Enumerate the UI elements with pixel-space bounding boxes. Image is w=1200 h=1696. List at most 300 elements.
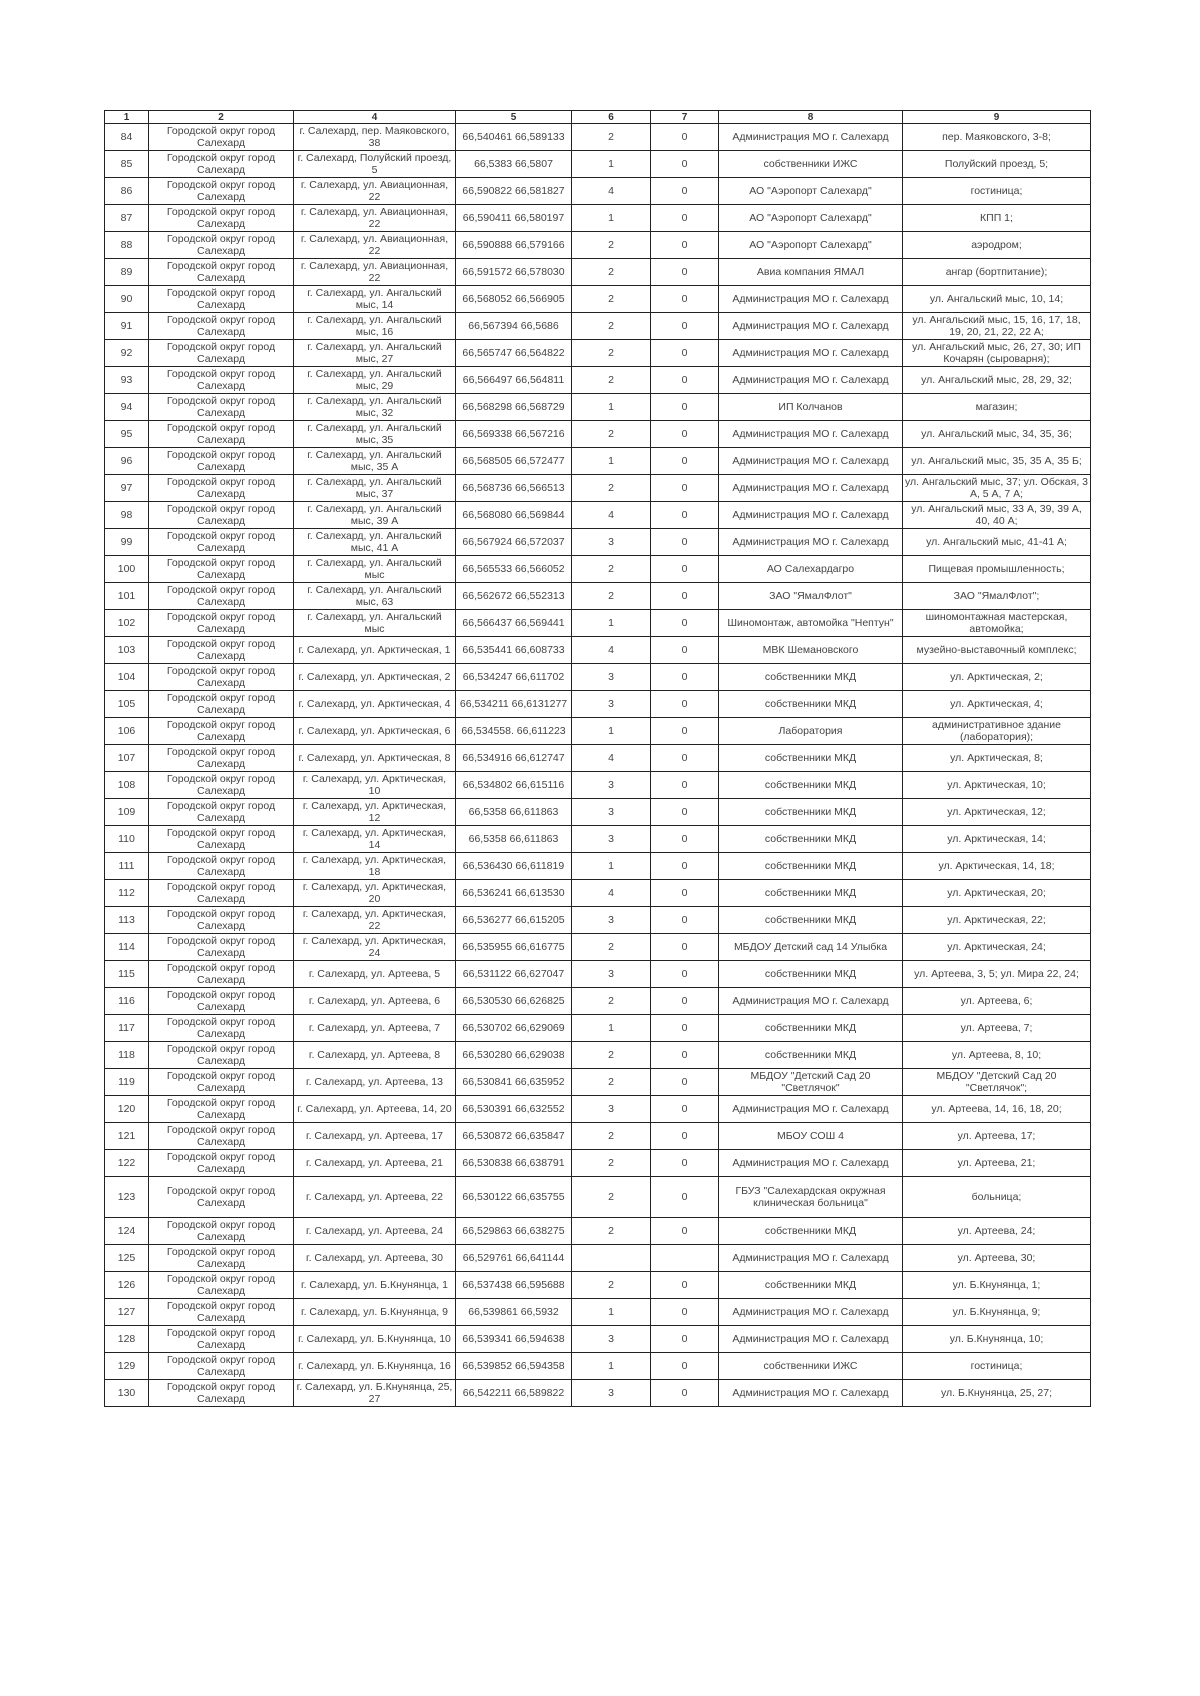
municipality-cell: Городской округ город Салехард: [149, 826, 294, 853]
municipality-cell: Городской округ город Салехард: [149, 178, 294, 205]
row-number-cell: 117: [105, 1015, 149, 1042]
municipality-cell: Городской округ город Салехард: [149, 1353, 294, 1380]
count-col7-cell: 0: [651, 718, 719, 745]
count-col6-cell: 3: [572, 961, 651, 988]
owner-cell: Администрация МО г. Салехард: [719, 529, 903, 556]
count-col7-cell: 0: [651, 151, 719, 178]
count-col7-cell: 0: [651, 1272, 719, 1299]
served-objects-cell: ул. Ангальский мыс, 34, 35, 36;: [903, 421, 1091, 448]
municipality-cell: Городской округ город Салехард: [149, 745, 294, 772]
address-cell: г. Салехард, ул. Арктическая, 8: [294, 745, 456, 772]
address-cell: г. Салехард, ул. Б.Кнунянца, 10: [294, 1326, 456, 1353]
coordinates-cell: 66,529761 66,641144: [456, 1245, 572, 1272]
table-body: [105, 124, 1091, 1407]
owner-cell: Авиа компания ЯМАЛ: [719, 259, 903, 286]
count-col7-cell: 0: [651, 394, 719, 421]
address-cell: г. Салехард, пер. Маяковского, 38: [294, 124, 456, 151]
row-number-cell: 123: [105, 1177, 149, 1218]
row-number-cell: 86: [105, 178, 149, 205]
served-objects-cell: музейно-выставочный комплекс;: [903, 637, 1091, 664]
row-number-cell: 102: [105, 610, 149, 637]
count-col7-cell: 0: [651, 529, 719, 556]
served-objects-cell: МБДОУ "Детский Сад 20 "Светлячок";: [903, 1069, 1091, 1096]
coordinates-cell: 66,565533 66,566052: [456, 556, 572, 583]
row-number-cell: 107: [105, 745, 149, 772]
coordinates-cell: 66,542211 66,589822: [456, 1380, 572, 1407]
table-row: [105, 1380, 1091, 1407]
row-number-cell: 91: [105, 313, 149, 340]
owner-cell: собственники ИЖС: [719, 151, 903, 178]
municipality-cell: Городской округ город Салехард: [149, 772, 294, 799]
served-objects-cell: ул. Артеева, 14, 16, 18, 20;: [903, 1096, 1091, 1123]
count-col7-cell: 0: [651, 286, 719, 313]
column-header: 2: [149, 111, 294, 124]
municipality-cell: Городской округ город Салехард: [149, 205, 294, 232]
row-number-cell: 114: [105, 934, 149, 961]
count-col6-cell: 4: [572, 637, 651, 664]
address-cell: г. Салехард, Полуйский проезд, 5: [294, 151, 456, 178]
count-col7-cell: 0: [651, 961, 719, 988]
row-number-cell: 124: [105, 1218, 149, 1245]
served-objects-cell: ул. Б.Кнунянца, 10;: [903, 1326, 1091, 1353]
served-objects-cell: ул. Ангальский мыс, 28, 29, 32;: [903, 367, 1091, 394]
municipality-cell: Городской округ город Салехард: [149, 583, 294, 610]
table-row: [105, 1353, 1091, 1380]
table-row: [105, 475, 1091, 502]
address-cell: г. Салехард, ул. Артеева, 13: [294, 1069, 456, 1096]
count-col7-cell: 0: [651, 448, 719, 475]
count-col7-cell: 0: [651, 1042, 719, 1069]
table-row: [105, 988, 1091, 1015]
owner-cell: собственники МКД: [719, 664, 903, 691]
municipality-cell: Городской округ город Салехард: [149, 1272, 294, 1299]
address-cell: г. Салехард, ул. Арктическая, 12: [294, 799, 456, 826]
count-col7-cell: 0: [651, 934, 719, 961]
served-objects-cell: ЗАО "ЯмалФлот";: [903, 583, 1091, 610]
municipality-cell: Городской округ город Салехард: [149, 124, 294, 151]
served-objects-cell: ул. Артеева, 8, 10;: [903, 1042, 1091, 1069]
count-col7-cell: [651, 1245, 719, 1272]
coordinates-cell: 66,530872 66,635847: [456, 1123, 572, 1150]
row-number-cell: 85: [105, 151, 149, 178]
count-col7-cell: 0: [651, 205, 719, 232]
count-col7-cell: 0: [651, 610, 719, 637]
owner-cell: Администрация МО г. Салехард: [719, 340, 903, 367]
owner-cell: МВК Шемановского: [719, 637, 903, 664]
coordinates-cell: 66,568052 66,566905: [456, 286, 572, 313]
row-number-cell: 90: [105, 286, 149, 313]
owner-cell: Администрация МО г. Салехард: [719, 313, 903, 340]
row-number-cell: 103: [105, 637, 149, 664]
coordinates-cell: 66,536241 66,613530: [456, 880, 572, 907]
served-objects-cell: ул. Арктическая, 10;: [903, 772, 1091, 799]
coordinates-cell: 66,5358 66,611863: [456, 826, 572, 853]
served-objects-cell: ул. Ангальский мыс, 15, 16, 17, 18, 19, 20, 21, 22, 22 А;: [903, 313, 1091, 340]
count-col7-cell: 0: [651, 772, 719, 799]
served-objects-cell: ул. Артеева, 21;: [903, 1150, 1091, 1177]
count-col6-cell: 2: [572, 1272, 651, 1299]
row-number-cell: 100: [105, 556, 149, 583]
address-cell: г. Салехард, ул. Авиационная, 22: [294, 259, 456, 286]
table-row: [105, 772, 1091, 799]
count-col7-cell: 0: [651, 421, 719, 448]
table-row: [105, 1069, 1091, 1096]
table-row: [105, 610, 1091, 637]
address-cell: г. Салехард, ул. Арктическая, 20: [294, 880, 456, 907]
municipality-cell: Городской округ город Салехард: [149, 502, 294, 529]
municipality-cell: Городской округ город Салехард: [149, 880, 294, 907]
owner-cell: собственники МКД: [719, 907, 903, 934]
count-col7-cell: 0: [651, 1299, 719, 1326]
owner-cell: Шиномонтаж, автомойка "Нептун": [719, 610, 903, 637]
owner-cell: собственники МКД: [719, 772, 903, 799]
coordinates-cell: 66,566497 66,564811: [456, 367, 572, 394]
served-objects-cell: КПП 1;: [903, 205, 1091, 232]
served-objects-cell: ул. Арктическая, 14;: [903, 826, 1091, 853]
count-col7-cell: 0: [651, 124, 719, 151]
municipality-cell: Городской округ город Салехард: [149, 151, 294, 178]
address-cell: г. Салехард, ул. Авиационная, 22: [294, 232, 456, 259]
coordinates-cell: 66,539852 66,594358: [456, 1353, 572, 1380]
address-cell: г. Салехард, ул. Артеева, 24: [294, 1218, 456, 1245]
owner-cell: МБДОУ "Детский Сад 20 "Светлячок": [719, 1069, 903, 1096]
count-col6-cell: 2: [572, 1123, 651, 1150]
served-objects-cell: ул. Ангальский мыс, 33 А, 39, 39 А, 40, 40 А;: [903, 502, 1091, 529]
coordinates-cell: 66,534558. 66,611223: [456, 718, 572, 745]
table-row: [105, 556, 1091, 583]
owner-cell: Администрация МО г. Салехард: [719, 1150, 903, 1177]
count-col6-cell: 3: [572, 1380, 651, 1407]
served-objects-cell: ул. Ангальский мыс, 35, 35 А, 35 Б;: [903, 448, 1091, 475]
table-row: [105, 178, 1091, 205]
row-number-cell: 99: [105, 529, 149, 556]
table-row: [105, 745, 1091, 772]
address-cell: г. Салехард, ул. Ангальский мыс, 14: [294, 286, 456, 313]
address-cell: г. Салехард, ул. Ангальский мыс: [294, 610, 456, 637]
municipality-cell: Городской округ город Салехард: [149, 907, 294, 934]
count-col6-cell: 1: [572, 394, 651, 421]
municipality-cell: Городской округ город Салехард: [149, 1218, 294, 1245]
served-objects-cell: ул. Артеева, 6;: [903, 988, 1091, 1015]
count-col6-cell: 1: [572, 205, 651, 232]
column-header: 6: [572, 111, 651, 124]
count-col6-cell: 3: [572, 1326, 651, 1353]
count-col6-cell: 1: [572, 853, 651, 880]
address-cell: г. Салехард, ул. Ангальский мыс: [294, 556, 456, 583]
column-header: 1: [105, 111, 149, 124]
row-number-cell: 126: [105, 1272, 149, 1299]
table-row: [105, 961, 1091, 988]
count-col6-cell: 4: [572, 880, 651, 907]
served-objects-cell: ул. Б.Кнунянца, 9;: [903, 1299, 1091, 1326]
municipality-cell: Городской округ город Салехард: [149, 1177, 294, 1218]
count-col6-cell: 2: [572, 124, 651, 151]
coordinates-cell: 66,530841 66,635952: [456, 1069, 572, 1096]
owner-cell: АО "Аэропорт Салехард": [719, 205, 903, 232]
municipality-cell: Городской округ город Салехард: [149, 961, 294, 988]
served-objects-cell: ул. Артеева, 3, 5; ул. Мира 22, 24;: [903, 961, 1091, 988]
row-number-cell: 106: [105, 718, 149, 745]
row-number-cell: 95: [105, 421, 149, 448]
count-col6-cell: [572, 1245, 651, 1272]
row-number-cell: 105: [105, 691, 149, 718]
address-cell: г. Салехард, ул. Артеева, 6: [294, 988, 456, 1015]
served-objects-cell: ул. Артеева, 24;: [903, 1218, 1091, 1245]
table-row: [105, 583, 1091, 610]
table-row: [105, 205, 1091, 232]
owner-cell: собственники МКД: [719, 1218, 903, 1245]
count-col7-cell: 0: [651, 1177, 719, 1218]
count-col7-cell: 0: [651, 637, 719, 664]
address-cell: г. Салехард, ул. Арктическая, 10: [294, 772, 456, 799]
count-col6-cell: 2: [572, 988, 651, 1015]
municipality-cell: Городской округ город Салехард: [149, 1245, 294, 1272]
coordinates-cell: 66,530122 66,635755: [456, 1177, 572, 1218]
served-objects-cell: ул. Ангальский мыс, 26, 27, 30; ИП Кочарян (сыроварня);: [903, 340, 1091, 367]
owner-cell: Администрация МО г. Салехард: [719, 1245, 903, 1272]
address-cell: г. Салехард, ул. Б.Кнунянца, 9: [294, 1299, 456, 1326]
row-number-cell: 130: [105, 1380, 149, 1407]
coordinates-cell: 66,566437 66,569441: [456, 610, 572, 637]
owner-cell: собственники ИЖС: [719, 1353, 903, 1380]
count-col6-cell: 1: [572, 448, 651, 475]
owner-cell: ГБУЗ "Салехардская окружная клиническая больница": [719, 1177, 903, 1218]
count-col6-cell: 1: [572, 1353, 651, 1380]
row-number-cell: 116: [105, 988, 149, 1015]
coordinates-cell: 66,530391 66,632552: [456, 1096, 572, 1123]
municipality-cell: Городской округ город Салехард: [149, 367, 294, 394]
row-number-cell: 94: [105, 394, 149, 421]
coordinates-cell: 66,568505 66,572477: [456, 448, 572, 475]
owner-cell: собственники МКД: [719, 961, 903, 988]
count-col6-cell: 3: [572, 529, 651, 556]
count-col7-cell: 0: [651, 340, 719, 367]
coordinates-cell: 66,539861 66,5932: [456, 1299, 572, 1326]
served-objects-cell: гостиница;: [903, 1353, 1091, 1380]
table-row: [105, 637, 1091, 664]
column-header: 7: [651, 111, 719, 124]
table-row: [105, 1150, 1091, 1177]
count-col7-cell: 0: [651, 853, 719, 880]
row-number-cell: 109: [105, 799, 149, 826]
address-cell: г. Салехард, ул. Ангальский мыс, 41 А: [294, 529, 456, 556]
table-row: [105, 718, 1091, 745]
owner-cell: собственники МКД: [719, 745, 903, 772]
header-row: [105, 111, 1091, 124]
coordinates-cell: 66,567924 66,572037: [456, 529, 572, 556]
coordinates-cell: 66,540461 66,589133: [456, 124, 572, 151]
count-col7-cell: 0: [651, 367, 719, 394]
served-objects-cell: ул. Ангальский мыс, 10, 14;: [903, 286, 1091, 313]
count-col6-cell: 1: [572, 151, 651, 178]
count-col6-cell: 2: [572, 1218, 651, 1245]
owner-cell: АО Салехардагро: [719, 556, 903, 583]
owner-cell: Администрация МО г. Салехард: [719, 475, 903, 502]
served-objects-cell: ул. Ангальский мыс, 37; ул. Обская, 3 А, 5 А, 7 А;: [903, 475, 1091, 502]
row-number-cell: 127: [105, 1299, 149, 1326]
owner-cell: собственники МКД: [719, 880, 903, 907]
owner-cell: собственники МКД: [719, 691, 903, 718]
address-cell: г. Салехард, ул. Ангальский мыс, 35 А: [294, 448, 456, 475]
owner-cell: собственники МКД: [719, 826, 903, 853]
served-objects-cell: ул. Артеева, 7;: [903, 1015, 1091, 1042]
served-objects-cell: Полуйский проезд, 5;: [903, 151, 1091, 178]
count-col6-cell: 2: [572, 232, 651, 259]
row-number-cell: 92: [105, 340, 149, 367]
owner-cell: ИП Колчанов: [719, 394, 903, 421]
count-col7-cell: 0: [651, 1096, 719, 1123]
row-number-cell: 97: [105, 475, 149, 502]
owner-cell: Администрация МО г. Салехард: [719, 1380, 903, 1407]
coordinates-cell: 66,590822 66,581827: [456, 178, 572, 205]
table-row: [105, 1326, 1091, 1353]
count-col7-cell: 0: [651, 907, 719, 934]
coordinates-cell: 66,534247 66,611702: [456, 664, 572, 691]
address-cell: г. Салехард, ул. Ангальский мыс, 16: [294, 313, 456, 340]
owner-cell: Администрация МО г. Салехард: [719, 1299, 903, 1326]
address-cell: г. Салехард, ул. Арктическая, 18: [294, 853, 456, 880]
count-col6-cell: 2: [572, 286, 651, 313]
address-cell: г. Салехард, ул. Арктическая, 1: [294, 637, 456, 664]
count-col7-cell: 0: [651, 1326, 719, 1353]
row-number-cell: 120: [105, 1096, 149, 1123]
coordinates-cell: 66,534211 66,6131277: [456, 691, 572, 718]
served-objects-cell: ул. Арктическая, 8;: [903, 745, 1091, 772]
table-row: [105, 1042, 1091, 1069]
count-col7-cell: 0: [651, 178, 719, 205]
coordinates-cell: 66,562672 66,552313: [456, 583, 572, 610]
address-cell: г. Салехард, ул. Артеева, 5: [294, 961, 456, 988]
municipality-cell: Городской округ город Салехард: [149, 691, 294, 718]
coordinates-cell: 66,591572 66,578030: [456, 259, 572, 286]
table-row: [105, 421, 1091, 448]
table-row: [105, 448, 1091, 475]
table-row: [105, 313, 1091, 340]
served-objects-cell: ул. Арктическая, 2;: [903, 664, 1091, 691]
table-row: [105, 826, 1091, 853]
count-col7-cell: 0: [651, 1353, 719, 1380]
count-col7-cell: 0: [651, 1380, 719, 1407]
address-cell: г. Салехард, ул. Арктическая, 6: [294, 718, 456, 745]
owner-cell: ЗАО "ЯмалФлот": [719, 583, 903, 610]
owner-cell: МБОУ СОШ 4: [719, 1123, 903, 1150]
count-col6-cell: 2: [572, 934, 651, 961]
municipality-cell: Городской округ город Салехард: [149, 1096, 294, 1123]
row-number-cell: 89: [105, 259, 149, 286]
coordinates-cell: 66,568298 66,568729: [456, 394, 572, 421]
address-cell: г. Салехард, ул. Авиационная, 22: [294, 205, 456, 232]
owner-cell: Администрация МО г. Салехард: [719, 988, 903, 1015]
table-row: [105, 340, 1091, 367]
municipality-cell: Городской округ город Салехард: [149, 448, 294, 475]
address-cell: г. Салехард, ул. Артеева, 30: [294, 1245, 456, 1272]
address-cell: г. Салехард, ул. Ангальский мыс, 37: [294, 475, 456, 502]
count-col7-cell: 0: [651, 1150, 719, 1177]
count-col7-cell: 0: [651, 745, 719, 772]
served-objects-cell: ул. Артеева, 30;: [903, 1245, 1091, 1272]
table-row: [105, 232, 1091, 259]
count-col6-cell: 4: [572, 178, 651, 205]
row-number-cell: 101: [105, 583, 149, 610]
municipality-cell: Городской округ город Салехард: [149, 1150, 294, 1177]
coordinates-cell: 66,530702 66,629069: [456, 1015, 572, 1042]
owner-cell: Администрация МО г. Салехард: [719, 124, 903, 151]
served-objects-cell: ул. Арктическая, 4;: [903, 691, 1091, 718]
table-row: [105, 1272, 1091, 1299]
count-col6-cell: 4: [572, 502, 651, 529]
count-col6-cell: 3: [572, 1096, 651, 1123]
municipality-cell: Городской округ город Салехард: [149, 610, 294, 637]
coordinates-cell: 66,565747 66,564822: [456, 340, 572, 367]
table-row: [105, 394, 1091, 421]
address-cell: г. Салехард, ул. Б.Кнунянца, 25, 27: [294, 1380, 456, 1407]
register-table: [104, 110, 1091, 1407]
table-row: [105, 907, 1091, 934]
row-number-cell: 118: [105, 1042, 149, 1069]
served-objects-cell: ул. Ангальский мыс, 41-41 А;: [903, 529, 1091, 556]
municipality-cell: Городской округ город Салехард: [149, 664, 294, 691]
served-objects-cell: магазин;: [903, 394, 1091, 421]
table-row: [105, 151, 1091, 178]
row-number-cell: 119: [105, 1069, 149, 1096]
owner-cell: Администрация МО г. Салехард: [719, 286, 903, 313]
coordinates-cell: 66,568736 66,566513: [456, 475, 572, 502]
count-col6-cell: 3: [572, 826, 651, 853]
row-number-cell: 115: [105, 961, 149, 988]
count-col7-cell: 0: [651, 988, 719, 1015]
column-header: 8: [719, 111, 903, 124]
count-col6-cell: 1: [572, 718, 651, 745]
count-col7-cell: 0: [651, 826, 719, 853]
address-cell: г. Салехард, ул. Ангальский мыс, 29: [294, 367, 456, 394]
table-row: [105, 1096, 1091, 1123]
count-col6-cell: 3: [572, 907, 651, 934]
count-col6-cell: 2: [572, 1150, 651, 1177]
served-objects-cell: ул. Арктическая, 22;: [903, 907, 1091, 934]
served-objects-cell: пер. Маяковского, 3-8;: [903, 124, 1091, 151]
address-cell: г. Салехард, ул. Арктическая, 22: [294, 907, 456, 934]
owner-cell: Администрация МО г. Салехард: [719, 1326, 903, 1353]
table-row: [105, 934, 1091, 961]
address-cell: г. Салехард, ул. Ангальский мыс, 32: [294, 394, 456, 421]
count-col6-cell: 3: [572, 799, 651, 826]
coordinates-cell: 66,537438 66,595688: [456, 1272, 572, 1299]
count-col7-cell: 0: [651, 583, 719, 610]
coordinates-cell: 66,590411 66,580197: [456, 205, 572, 232]
served-objects-cell: ул. Б.Кнунянца, 1;: [903, 1272, 1091, 1299]
coordinates-cell: 66,5358 66,611863: [456, 799, 572, 826]
count-col6-cell: 2: [572, 421, 651, 448]
address-cell: г. Салехард, ул. Б.Кнунянца, 1: [294, 1272, 456, 1299]
row-number-cell: 111: [105, 853, 149, 880]
count-col6-cell: 2: [572, 1042, 651, 1069]
owner-cell: собственники МКД: [719, 1042, 903, 1069]
address-cell: г. Салехард, ул. Арктическая, 4: [294, 691, 456, 718]
served-objects-cell: ул. Арктическая, 20;: [903, 880, 1091, 907]
count-col6-cell: 3: [572, 772, 651, 799]
count-col7-cell: 0: [651, 259, 719, 286]
address-cell: г. Салехард, ул. Арктическая, 14: [294, 826, 456, 853]
count-col6-cell: 2: [572, 475, 651, 502]
row-number-cell: 104: [105, 664, 149, 691]
count-col6-cell: 3: [572, 664, 651, 691]
row-number-cell: 93: [105, 367, 149, 394]
table-row: [105, 799, 1091, 826]
table-row: [105, 1123, 1091, 1150]
table-row: [105, 1299, 1091, 1326]
owner-cell: собственники МКД: [719, 799, 903, 826]
municipality-cell: Городской округ город Салехард: [149, 340, 294, 367]
